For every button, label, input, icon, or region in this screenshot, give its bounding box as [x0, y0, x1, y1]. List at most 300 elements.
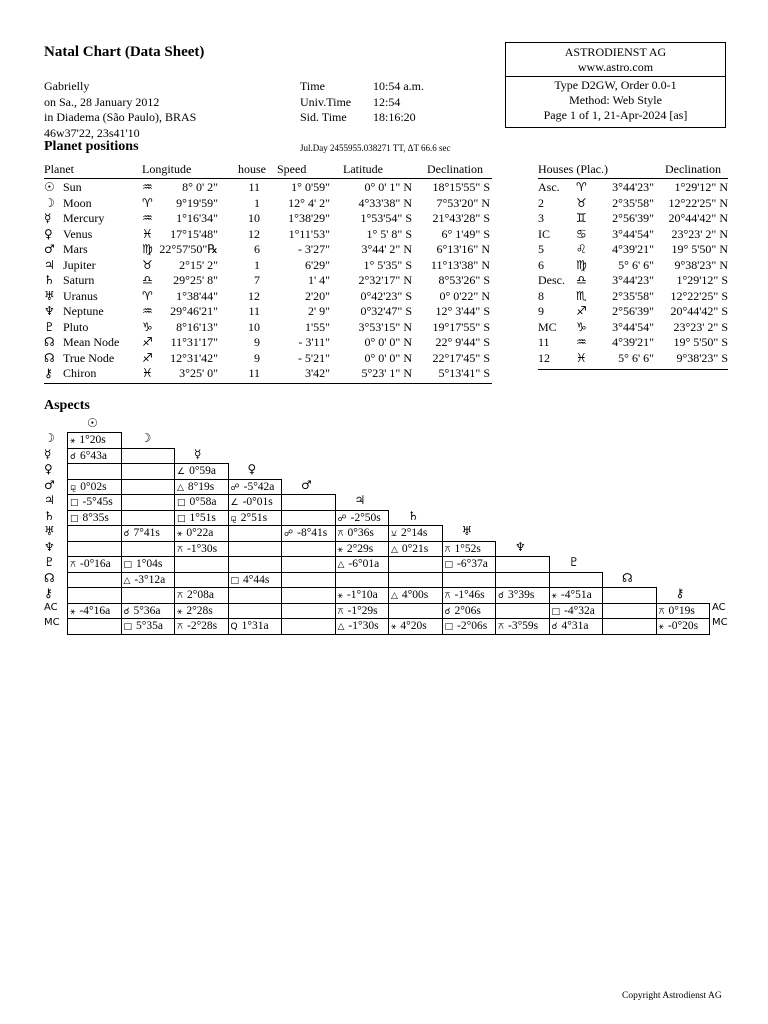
aspect-cell: [442, 572, 497, 589]
aspect-symbol: △: [123, 575, 131, 586]
planet-speed: 1'55": [304, 319, 330, 334]
aspect-cell: [656, 618, 711, 635]
aspect-orb: 2°51s: [240, 511, 268, 524]
aspect-cell: [121, 479, 176, 496]
aspect-cell: [281, 572, 336, 589]
aspect-symbol: ⚻: [177, 622, 183, 632]
house-dec: 12°22'25" N: [668, 195, 728, 210]
col-speed: Speed: [277, 162, 307, 176]
aspect-symbol: △: [391, 544, 398, 555]
aspect-cell: [281, 556, 336, 573]
aspect-symbol: △: [177, 482, 184, 493]
aspect-cell: [174, 510, 229, 527]
house-dec: 12°22'25" S: [670, 288, 728, 303]
aspect-cell: [67, 463, 122, 480]
col-planet: Planet: [44, 162, 74, 176]
aspect-column-glyph: ☽: [140, 431, 152, 445]
aspect-symbol: □: [230, 575, 240, 586]
house-pos: 2°35'58": [612, 195, 654, 210]
planet-lat: 3°53'15" N: [358, 319, 412, 334]
planet-sign: ♓: [142, 226, 153, 241]
planet-house: 11: [248, 180, 260, 194]
aspect-orb: 0°22a: [186, 527, 214, 539]
aspect-symbol: ☌: [123, 529, 130, 539]
aspect-column-glyph: ☿: [194, 446, 202, 461]
aspect-orb: 2°06s: [454, 604, 481, 617]
aspect-cell: [121, 603, 176, 620]
house-sign: ♈: [576, 180, 587, 194]
aspect-orb: -4°32a: [564, 604, 595, 617]
planet-lon: 22°57'50"℞: [159, 242, 218, 256]
aspect-cell: [67, 510, 122, 527]
planet-house: 1: [254, 257, 260, 272]
house-name: Desc.: [538, 273, 565, 287]
aspect-cell: [335, 572, 390, 589]
aspect-orb: -1°10a: [346, 589, 378, 601]
aspect-cell: [281, 587, 336, 604]
house-pos: 2°56'39": [612, 211, 654, 225]
aspect-row-label: AC: [44, 601, 58, 613]
aspect-symbol: □: [70, 513, 79, 524]
house-pos: 3°44'23": [612, 180, 654, 194]
house-pos: 4°39'21": [612, 242, 654, 256]
aspect-orb: 1°20s: [79, 434, 106, 446]
planet-dec: 6°13'16" N: [436, 242, 490, 256]
aspect-symbol: ⚹: [70, 606, 76, 617]
planet-house: 9: [254, 350, 260, 365]
house-name: MC: [538, 319, 557, 334]
planet-header-rule: [44, 178, 492, 179]
aspect-orb: 4°20s: [400, 620, 427, 632]
aspect-cell: [67, 587, 122, 604]
aspect-cell: [602, 603, 657, 620]
aspect-cell: [388, 572, 443, 589]
aspect-symbol: ⚻: [177, 544, 183, 555]
aspect-cell: [335, 556, 390, 573]
aspect-symbol: ☍: [284, 529, 294, 539]
planet-house: 12: [248, 226, 260, 241]
aspect-cell: [121, 463, 176, 480]
house-pos: 3°44'54": [612, 226, 654, 241]
planet-speed: 3'42": [304, 366, 330, 380]
house-name: 12: [538, 350, 550, 365]
aspect-cell: [67, 448, 122, 465]
aspect-cell: [228, 525, 283, 542]
aspect-symbol: ⚼: [230, 513, 237, 524]
aspect-symbol: ⚹: [177, 529, 183, 539]
aspect-cell: [228, 556, 283, 573]
house-pos: 5° 6' 6": [618, 257, 654, 272]
aspect-cell: [388, 587, 443, 604]
time-label: Time: [300, 79, 325, 93]
aspect-symbol: ⚻: [498, 622, 504, 632]
planet-positions-heading: Planet positions: [44, 139, 139, 154]
aspect-cell: [549, 587, 604, 604]
planet-lon: 8°16'13": [176, 319, 218, 334]
aspect-orb: 5°36a: [133, 604, 161, 617]
aspect-symbol: ☍: [337, 513, 347, 524]
house-name: 2: [538, 195, 544, 210]
aspect-cell: [442, 556, 497, 573]
planet-sign: ♓: [142, 366, 153, 380]
aspect-orb: -1°29s: [347, 604, 378, 617]
aspect-row-label: ♆: [44, 539, 55, 554]
aspect-cell: [335, 541, 390, 558]
aspect-cell: [67, 432, 122, 449]
aspect-cell: [388, 618, 443, 635]
aspect-orb: 0°21s: [401, 542, 429, 555]
aspect-symbol: ⚻: [444, 591, 451, 601]
planet-glyph: ♄: [44, 273, 55, 287]
aspect-symbol: □: [444, 560, 454, 570]
aspect-column-glyph: ♂: [301, 477, 312, 492]
aspect-row-label: ♃: [44, 493, 55, 507]
aspect-orb: -3°12a: [134, 573, 166, 586]
aspect-cell: [67, 603, 122, 620]
aspect-symbol: ☌: [498, 591, 505, 601]
aspect-cell: [335, 510, 390, 527]
aspect-cell: [121, 572, 176, 589]
col-houses: Houses (Plac.): [538, 162, 608, 176]
aspect-column-glyph: ♅: [461, 524, 473, 538]
aspect-row-label: ⚷: [44, 586, 53, 600]
aspect-symbol: ☌: [444, 606, 451, 617]
aspect-cell: [549, 603, 604, 620]
planet-lat: 0° 0' 0" N: [364, 350, 412, 365]
aspect-cell: [174, 463, 229, 480]
planet-speed: 1' 4": [307, 273, 330, 287]
aspect-column-glyph: ♇: [568, 555, 580, 569]
aspect-cell: [174, 479, 229, 496]
aspect-cell: [602, 618, 657, 635]
aspect-cell: [281, 510, 336, 527]
page-info: Page 1 of 1, 21-Apr-2024 [as]: [543, 108, 688, 122]
aspect-orb: 1°51s: [189, 511, 216, 524]
method: Method: Web Style: [569, 93, 662, 107]
planet-lon: 1°38'44": [176, 288, 218, 303]
aspect-cell: [228, 510, 283, 527]
aspect-symbol: ☌: [123, 606, 130, 617]
aspect-cell: [121, 541, 176, 558]
house-sign: ♎: [576, 273, 587, 287]
house-sign: ♓: [576, 350, 587, 365]
aspect-symbol: ☌: [551, 622, 558, 632]
aspect-orb: -1°30s: [348, 620, 379, 632]
person-name: Gabrielly: [44, 79, 90, 93]
planet-lat: 3°44' 2" N: [361, 242, 412, 256]
aspect-symbol: □: [444, 622, 454, 632]
planet-glyph: ♂: [44, 242, 55, 256]
planet-speed: 1°38'29": [288, 211, 330, 225]
house-pos: 3°44'54": [612, 319, 654, 334]
planet-lon: 29°25' 8": [173, 273, 218, 287]
house-pos: 5° 6' 6": [618, 350, 654, 365]
house-name: IC: [538, 226, 550, 241]
aspect-symbol: ⚹: [391, 622, 397, 632]
aspect-orb: -5°45s: [82, 496, 113, 508]
planet-lat: 4°33'38" N: [358, 195, 412, 210]
aspect-cell: [174, 494, 229, 511]
planet-sign: ♉: [142, 257, 153, 272]
planet-house: 9: [254, 335, 260, 349]
aspect-cell: [174, 618, 229, 635]
planet-lon: 12°31'42": [170, 350, 218, 365]
aspect-orb: 0°02s: [80, 480, 107, 493]
planet-name: Saturn: [63, 273, 95, 287]
planet-lat: 1° 5'35" S: [363, 257, 412, 272]
house-name: 11: [538, 335, 550, 349]
aspect-row-label: ♄: [44, 508, 55, 523]
house-pos: 2°35'58": [612, 288, 654, 303]
aspect-orb: 2°08a: [187, 589, 214, 601]
coordinates: 46w37'22, 23s41'10: [44, 125, 140, 140]
planet-sign: ♈: [142, 288, 153, 303]
col-latitude: Latitude: [343, 162, 383, 176]
aspect-row-label: ☽: [44, 431, 55, 445]
aspect-cell: [174, 525, 229, 542]
planet-house: 7: [254, 273, 260, 287]
aspects-heading: Aspects: [44, 398, 90, 413]
aspect-orb: 2°29s: [346, 542, 374, 555]
aspect-orb: 1°31a: [241, 620, 269, 632]
julian-day: Jul.Day 2455955.038271 TT, ΔT 66.6 sec: [300, 143, 451, 153]
aspect-symbol: ⚻: [337, 529, 344, 539]
aspect-column-glyph: ♃: [354, 493, 366, 507]
aspect-orb: -2°50s: [350, 511, 381, 524]
planet-name: Mars: [63, 242, 88, 256]
planet-dec: 0° 0'22" N: [439, 288, 490, 303]
aspect-orb: -8°41s: [297, 527, 328, 539]
planet-dec: 21°43'28" S: [432, 211, 490, 225]
planet-lon: 2°15' 2": [179, 257, 218, 272]
planet-dec: 11°13'38" N: [430, 257, 490, 272]
aspect-orb: 2°28s: [186, 604, 213, 617]
aspect-cell: [174, 603, 229, 620]
aspect-cell: [174, 541, 229, 558]
planet-speed: 6'29": [304, 257, 330, 272]
aspect-orb: 4°31a: [561, 620, 589, 632]
planet-name: Mean Node: [63, 335, 120, 349]
aspect-cell: [174, 587, 229, 604]
planet-sign: ♐: [142, 335, 153, 349]
house-name: 5: [538, 242, 544, 256]
aspect-column-glyph: ♄: [408, 508, 419, 523]
aspect-cell: [228, 618, 283, 635]
aspect-symbol: ⚹: [177, 606, 183, 617]
planet-house: 10: [248, 319, 260, 334]
planet-sign: ♐: [142, 350, 153, 365]
aspect-cell: [549, 618, 604, 635]
planet-speed: 1° 0'59": [291, 180, 330, 194]
aspect-orb: -4°16a: [79, 604, 111, 617]
aspect-orb: 0°58a: [189, 496, 217, 508]
planet-speed: - 5'21": [297, 350, 330, 365]
planet-house: 10: [248, 211, 260, 225]
planet-name: Jupiter: [63, 257, 96, 272]
aspect-cell: [335, 525, 390, 542]
aspect-symbol: Q: [230, 622, 238, 632]
aspect-row-label: ☿: [44, 446, 52, 461]
house-pos: 4°39'21": [612, 335, 654, 349]
planet-sign: ♒: [142, 211, 153, 225]
aspect-orb: -6°37a: [457, 558, 488, 570]
aspect-column-glyph: ☉: [87, 415, 98, 430]
planet-speed: - 3'27": [297, 242, 330, 256]
aspect-cell: [67, 556, 122, 573]
planet-glyph: ☊: [44, 335, 55, 349]
planet-speed: 2'20": [304, 288, 330, 303]
planet-speed: 12° 4' 2": [288, 195, 330, 210]
planet-sign: ♒: [142, 180, 153, 194]
planet-dec: 12° 3'44" S: [435, 304, 490, 318]
planet-dec: 5°13'41" S: [438, 366, 490, 380]
birth-date: on Sa., 28 January 2012: [44, 94, 160, 109]
aspect-symbol: □: [70, 498, 79, 508]
col-declination: Declination: [427, 162, 483, 176]
aspect-row-label: ♀: [44, 462, 53, 476]
aspect-orb: 5°35a: [136, 620, 163, 632]
house-dec: 20°44'42" N: [668, 211, 728, 225]
houses-bottom-rule: [538, 369, 728, 370]
house-sign: ♋: [576, 226, 587, 241]
aspect-cell: [388, 603, 443, 620]
aspect-row-label: ♅: [44, 524, 55, 538]
planet-lat: 0° 0' 0" N: [364, 335, 412, 349]
house-dec: 19° 5'50" S: [673, 335, 728, 349]
aspect-cell: [121, 556, 176, 573]
planet-lat: 1° 5' 8" S: [366, 226, 412, 241]
planet-bottom-rule: [44, 383, 492, 384]
aspect-cell: [549, 572, 604, 589]
aspect-orb: -0°01s: [242, 496, 273, 508]
house-sign: ♊: [576, 211, 587, 225]
aspect-cell: [442, 618, 497, 635]
col-longitude: Longitude: [142, 162, 192, 176]
house-name: 9: [538, 304, 544, 318]
aspect-cell: [281, 603, 336, 620]
planet-glyph: ♀: [44, 226, 53, 241]
house-dec: 1°29'12" S: [676, 273, 728, 287]
aspect-cell: [442, 541, 497, 558]
planet-lon: 3°25' 0": [179, 366, 218, 380]
aspect-cell: [281, 525, 336, 542]
copyright: Copyright Astrodienst AG: [622, 991, 722, 1001]
aspect-cell: [388, 556, 443, 573]
aspect-orb: 1°52s: [454, 542, 481, 555]
planet-house: 11: [248, 366, 260, 380]
aspect-cell: [121, 525, 176, 542]
house-name: 6: [538, 257, 544, 272]
aspect-cell: [121, 618, 176, 635]
planet-dec: 18°15'55" S: [432, 180, 490, 194]
house-sign: ♉: [576, 195, 587, 210]
planet-dec: 19°17'55" S: [432, 319, 490, 334]
planet-glyph: ♇: [44, 319, 55, 334]
aspect-row-right-label: AC: [712, 601, 726, 613]
aspect-column-glyph: ☊: [622, 570, 633, 585]
house-pos: 2°56'39": [612, 304, 654, 318]
planet-lon: 9°19'59": [176, 195, 218, 210]
aspect-cell: [495, 587, 550, 604]
aspect-orb: 8°19s: [187, 480, 215, 493]
planet-house: 11: [248, 304, 260, 318]
aspect-cell: [495, 603, 550, 620]
planet-name: Moon: [63, 195, 92, 210]
aspect-symbol: ⚹: [658, 622, 664, 632]
planet-glyph: ⚷: [44, 366, 53, 380]
aspect-cell: [67, 572, 122, 589]
aspect-orb: -0°16a: [80, 558, 111, 570]
aspect-cell: [67, 494, 122, 511]
aspect-orb: -2°06s: [457, 620, 488, 632]
aspect-symbol: △: [337, 560, 345, 570]
aspect-row-label: MC: [44, 617, 60, 628]
aspect-row-label: ☊: [44, 570, 55, 585]
aspect-cell: [121, 448, 176, 465]
aspect-cell: [335, 618, 390, 635]
aspect-cell: [656, 603, 711, 620]
stime-value: 18:16:20: [373, 110, 416, 124]
aspect-cell: [228, 541, 283, 558]
planet-lon: 29°46'21": [170, 304, 218, 318]
aspect-cell: [228, 479, 283, 496]
planet-speed: 2' 9": [307, 304, 330, 318]
aspect-symbol: □: [551, 606, 561, 617]
aspect-symbol: □: [123, 560, 133, 570]
aspect-orb: 2°14s: [401, 527, 428, 539]
house-sign: ♌: [576, 242, 587, 256]
aspect-cell: [228, 587, 283, 604]
time-value: 10:54 a.m.: [373, 79, 424, 93]
aspect-column-glyph: ♀: [247, 462, 257, 476]
aspect-orb: -1°46s: [454, 589, 485, 601]
aspect-cell: [121, 510, 176, 527]
house-sign: ♐: [576, 304, 587, 318]
planet-sign: ♎: [142, 273, 153, 287]
planet-lat: 2°32'17" N: [358, 273, 412, 287]
planet-lat: 1°53'54" S: [360, 211, 412, 225]
house-name: 3: [538, 211, 544, 225]
aspect-orb: -3°59s: [508, 620, 539, 632]
company-name: ASTRODIENST AG: [564, 45, 667, 59]
planet-lon: 11°31'17": [170, 335, 218, 349]
aspect-orb: -2°28s: [187, 620, 218, 632]
aspect-cell: [388, 541, 443, 558]
house-sign: ♑: [576, 319, 587, 334]
planet-name: Uranus: [63, 288, 98, 303]
house-dec: 23°23' 2" N: [671, 226, 728, 241]
aspect-column-glyph: ⚷: [675, 586, 685, 600]
stime-label: Sid. Time: [300, 110, 347, 124]
aspect-cell: [335, 603, 390, 620]
house-dec: 23°23' 2" S: [673, 319, 728, 334]
house-name: 8: [538, 288, 544, 303]
planet-dec: 22° 9'44" S: [435, 335, 490, 349]
planet-house: 12: [248, 288, 260, 303]
house-sign: ♍: [576, 257, 587, 272]
aspect-orb: 4°44s: [243, 573, 270, 586]
aspect-orb: 0°19s: [668, 604, 695, 617]
house-name: Asc.: [538, 180, 560, 194]
aspect-symbol: ∠: [177, 467, 186, 477]
planet-name: Chiron: [63, 366, 97, 380]
planet-name: Venus: [63, 226, 93, 241]
planet-lat: 5°23' 1" N: [361, 366, 412, 380]
aspect-row-right-label: MC: [712, 617, 728, 628]
planet-lon: 1°16'34": [176, 211, 218, 225]
aspect-cell: [174, 572, 229, 589]
aspect-orb: -5°42a: [243, 480, 275, 493]
